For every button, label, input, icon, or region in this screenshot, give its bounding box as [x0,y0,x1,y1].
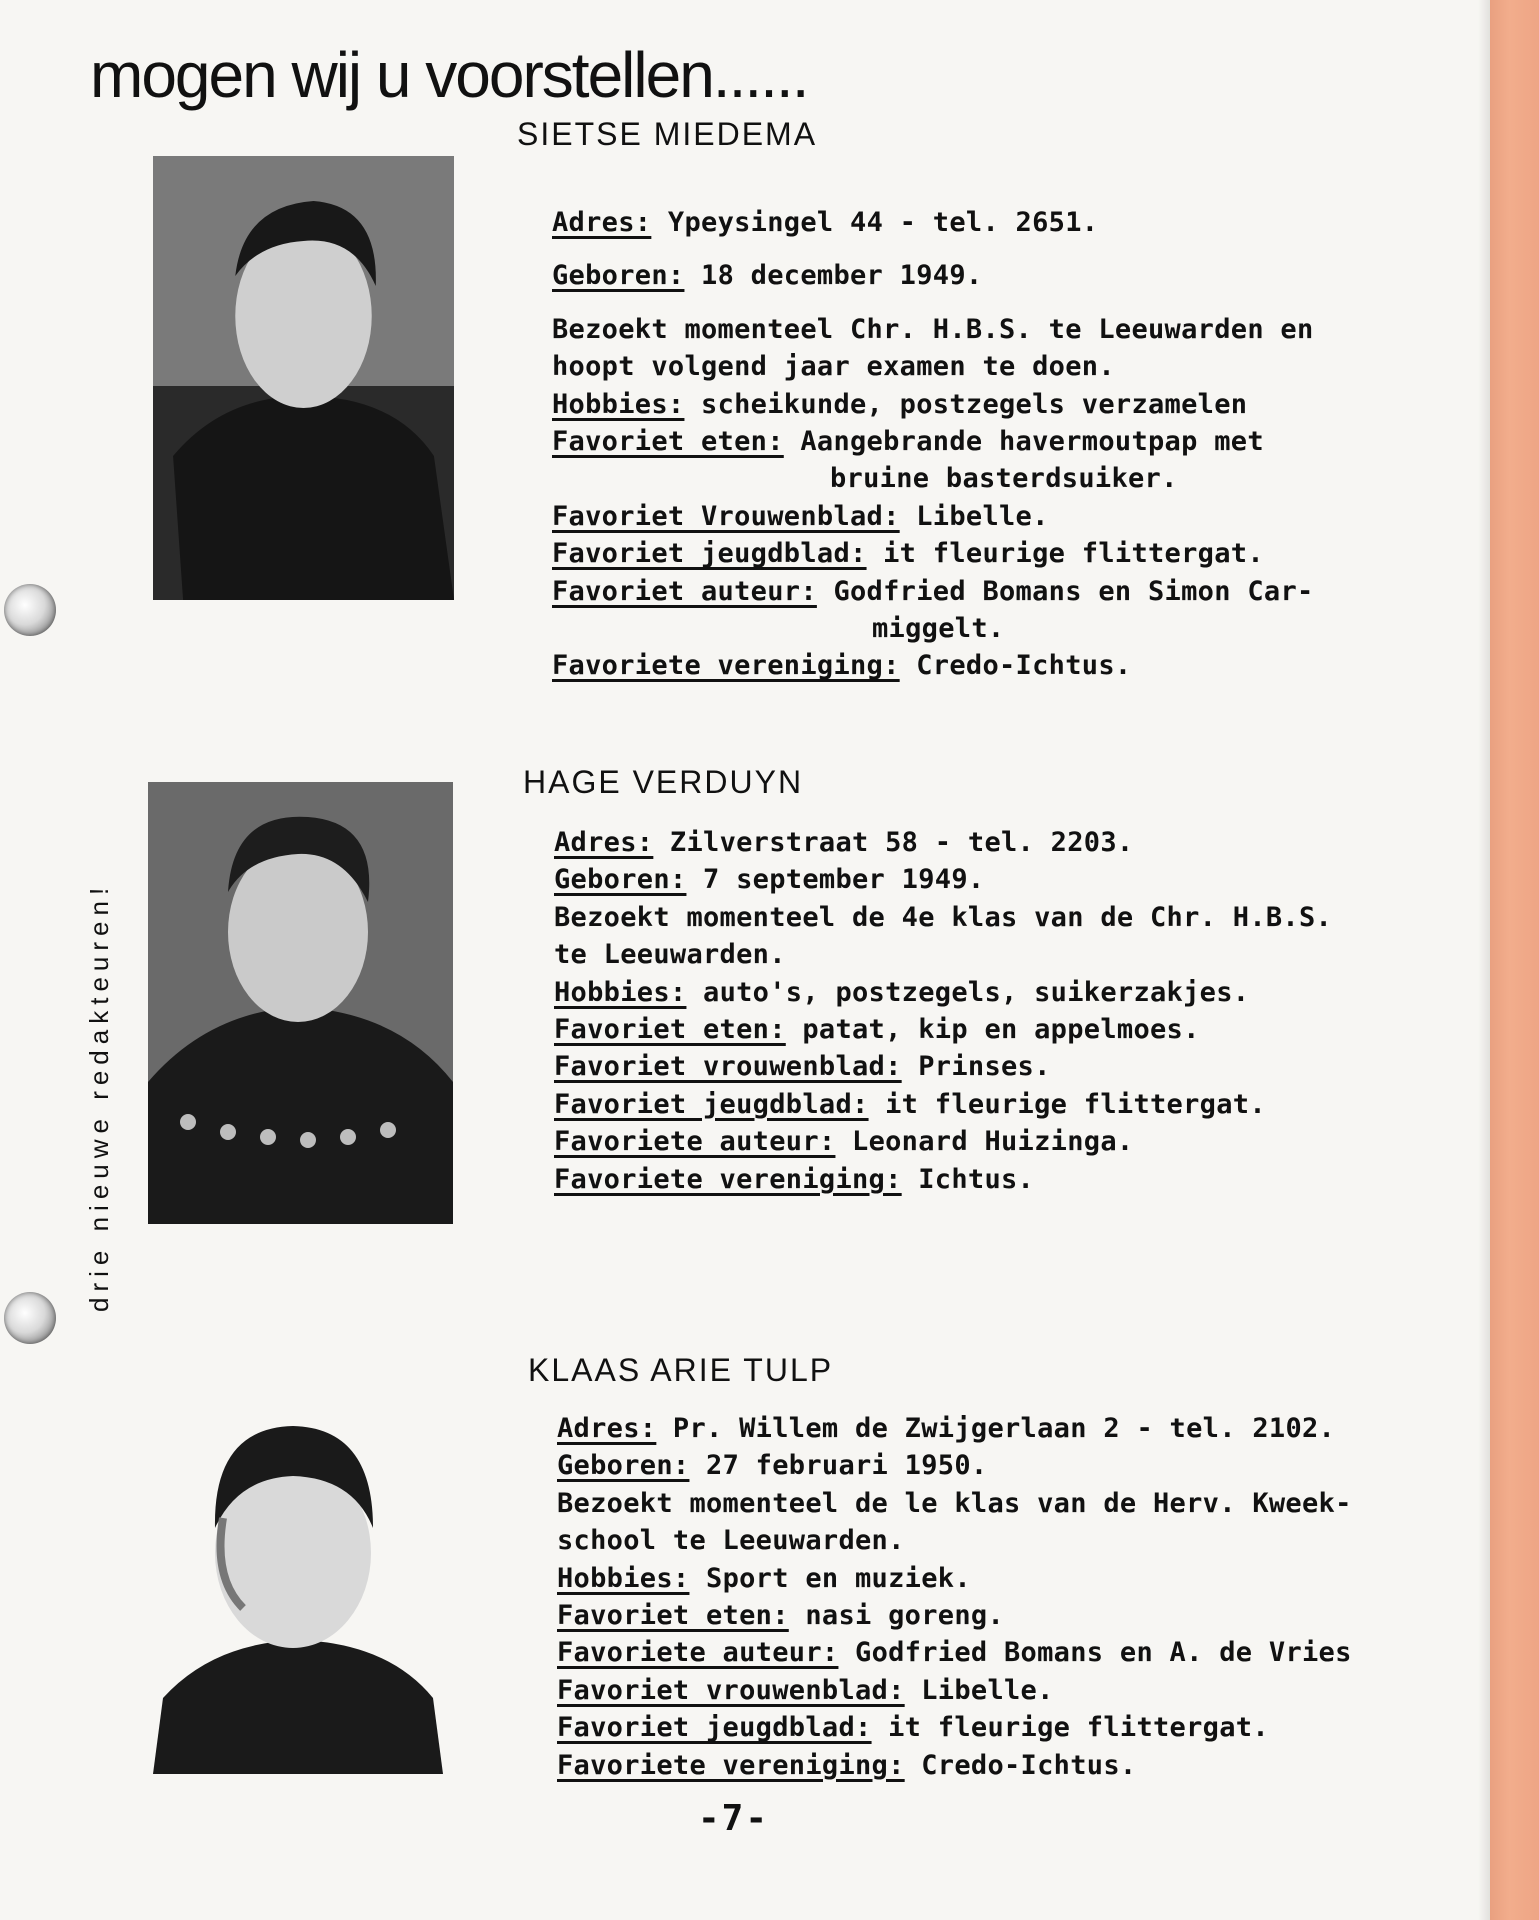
address-value: Zilverstraat 58 - tel. 2203. [653,827,1134,858]
womag-line [552,498,1314,535]
womag-label: Favoriet vrouwenblad: [557,1674,905,1706]
born-value: 18 december 1949. [684,260,983,292]
orange-backing-sheet [1490,0,1539,1920]
food-value: patat, kip en appelmoes. [785,1014,1200,1046]
portrait-photo [148,782,453,1224]
hobbies-line [552,386,1314,423]
profile-name: HAGE VERDUYN [523,764,804,800]
born-value: 27 februari 1950. [689,1450,988,1482]
hobbies-label: Hobbies: [557,1562,690,1594]
person-silhouette-icon [153,156,454,600]
food-line [557,1597,1352,1634]
hobbies-line [554,974,1332,1011]
punch-hole-icon [4,584,56,636]
club-label: Favoriete vereniging: [552,650,900,682]
page-number: -7- [698,1798,770,1839]
hobbies-value: Sport en muziek. [689,1562,971,1594]
food-line-continued: bruine basterdsuiker. [830,463,1178,495]
womag-value: Prinses. [901,1051,1051,1083]
hobbies-line [557,1560,1352,1597]
side-caption: drie nieuwe redakteuren! [84,881,114,1312]
author-value: Godfried Bomans en A. de Vries [838,1637,1352,1669]
youth-mag-value: it fleurige flittergat. [866,538,1264,570]
born-line [557,1447,1352,1484]
youth-mag-line [552,535,1314,572]
youth-mag-value: it fleurige flittergat. [871,1712,1269,1744]
address-label: Adres: [557,1413,657,1444]
food-label: Favoriet eten: [557,1600,789,1632]
portrait-photo [153,156,454,600]
author-value: Godfried Bomans en Simon Car- [816,575,1314,607]
hobbies-label: Hobbies: [552,388,685,420]
profile-details [552,204,1314,685]
school-line: Bezoekt momenteel de le klas van de Herv. Kweek- [557,1487,1352,1519]
hobbies-value: scheikunde, postzegels verzamelen [684,388,1248,420]
portrait-photo [153,1408,443,1774]
club-line [557,1747,1352,1784]
born-label: Geboren: [557,1450,690,1482]
womag-line [554,1048,1332,1085]
food-label: Favoriet eten: [554,1014,786,1046]
youth-mag-label: Favoriet jeugdblad: [552,538,867,570]
author-label: Favoriete auteur: [557,1637,839,1669]
food-value: Aangebrande havermoutpap met [783,426,1264,458]
author-label: Favoriete auteur: [554,1126,836,1158]
club-label: Favoriete vereniging: [554,1163,902,1195]
womag-label: Favoriet Vrouwenblad: [552,500,900,532]
author-line-continued: miggelt. [872,613,1005,645]
punch-hole-icon [4,1292,56,1344]
author-line [552,573,1314,610]
profile-details [554,824,1332,1198]
born-line [554,861,1332,898]
address-value: Pr. Willem de Zwijgerlaan 2 - tel. 2102. [656,1413,1336,1444]
profile-name: SIETSE MIEDEMA [517,116,818,152]
author-value: Leonard Huizinga. [835,1126,1134,1158]
profile-details [557,1410,1352,1784]
address-line [552,204,1314,241]
club-value: Credo-Ichtus. [904,1749,1137,1781]
club-label: Favoriete vereniging: [557,1749,905,1781]
address-label: Adres: [552,207,652,238]
address-line [557,1410,1352,1447]
youth-mag-label: Favoriet jeugdblad: [557,1712,872,1744]
school-line: hoopt volgend jaar examen te doen. [552,351,1115,383]
school-line: Bezoekt momenteel Chr. H.B.S. te Leeuwarden en [552,313,1314,345]
author-label: Favoriet auteur: [552,575,817,607]
club-line [552,647,1314,684]
born-label: Geboren: [552,260,685,292]
womag-value: Libelle. [904,1674,1054,1706]
club-value: Credo-Ichtus. [899,650,1132,682]
youth-mag-line [554,1086,1332,1123]
school-line: te Leeuwarden. [554,939,786,971]
person-silhouette-icon [153,1408,443,1774]
club-line [554,1161,1332,1198]
born-value: 7 september 1949. [686,864,985,896]
food-line [552,423,1314,460]
page-headline: mogen wij u voorstellen...... [90,39,808,111]
born-line [552,257,1314,294]
address-value: Ypeysingel 44 - tel. 2651. [651,207,1099,238]
school-line: school te Leeuwarden. [557,1525,905,1557]
profile-name: KLAAS ARIE TULP [528,1352,834,1388]
food-label: Favoriet eten: [552,426,784,458]
address-line [554,824,1332,861]
author-line [557,1634,1352,1671]
hobbies-value: auto's, postzegels, suikerzakjes. [686,976,1250,1008]
hobbies-label: Hobbies: [554,976,687,1008]
school-line: Bezoekt momenteel de 4e klas van de Chr. H.B.S. [554,901,1333,933]
youth-mag-value: it fleurige flittergat. [868,1088,1266,1120]
address-label: Adres: [554,827,654,858]
womag-label: Favoriet vrouwenblad: [554,1051,902,1083]
food-line [554,1011,1332,1048]
club-value: Ichtus. [901,1163,1035,1195]
youth-mag-label: Favoriet jeugdblad: [554,1088,869,1120]
food-value: nasi goreng. [788,1600,1005,1632]
womag-line [557,1672,1352,1709]
womag-value: Libelle. [899,500,1049,532]
author-line [554,1123,1332,1160]
youth-mag-line [557,1709,1352,1746]
person-silhouette-icon [148,782,453,1224]
born-label: Geboren: [554,864,687,896]
